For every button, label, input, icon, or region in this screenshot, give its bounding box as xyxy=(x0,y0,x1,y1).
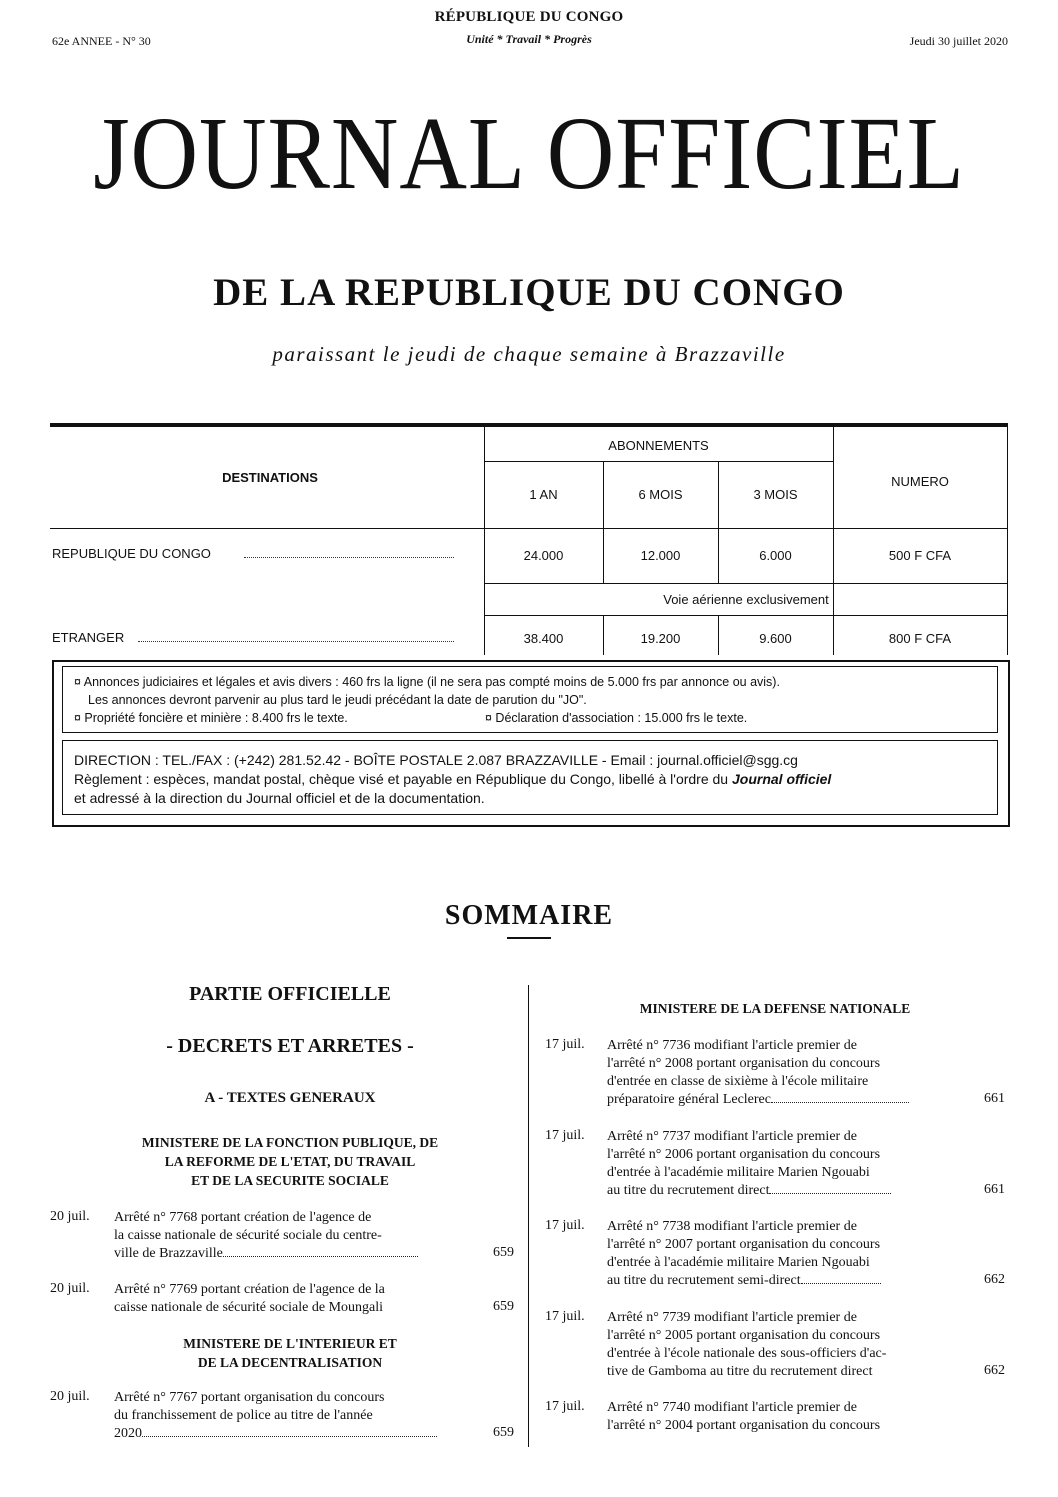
numero-etranger: 800 F CFA xyxy=(888,631,952,646)
entry-line: Arrêté n° 7768 portant création de l'agence de xyxy=(114,1210,372,1225)
rate-association: ¤ Déclaration d'association : 15.000 frs le texte. xyxy=(485,711,748,725)
column-divider xyxy=(528,985,529,1447)
republic-name: RÉPUBLIQUE DU CONGO xyxy=(434,9,624,25)
journal-officiel-emphasis: Journal officiel xyxy=(732,771,832,787)
entry-line: préparatoire général Leclerec xyxy=(607,1092,771,1107)
ministry-fonction-publique xyxy=(90,1133,490,1190)
rate-deadline: Les annonces devront parvenir au plus tard le jeudi précédant la date de parution du "JO". xyxy=(88,693,587,707)
payment-terms xyxy=(74,771,831,787)
numero-header: NUMERO xyxy=(891,474,949,489)
entry-line: Arrêté n° 7769 portant création de l'agence de la xyxy=(114,1282,385,1297)
entry-line: d'entrée en classe de sixième à l'école militaire xyxy=(607,1074,869,1089)
entry-line: l'arrêté n° 2008 portant organisation du concours xyxy=(607,1056,881,1071)
partie-officielle: PARTIE OFFICIELLE xyxy=(189,983,391,1005)
entry-7767[interactable] xyxy=(114,1389,454,1443)
entry-date: 17 juil. xyxy=(545,1218,585,1233)
entry-7738[interactable] xyxy=(607,1218,952,1290)
entry-7736[interactable] xyxy=(607,1037,952,1109)
entry-7737[interactable] xyxy=(607,1128,952,1200)
national-motto: Unité * Travail * Progrès xyxy=(466,32,592,46)
ministry-line: MINISTERE DE LA FONCTION PUBLIQUE, DE xyxy=(141,1135,439,1150)
entry-line: l'arrêté n° 2007 portant organisation du concours xyxy=(607,1237,881,1252)
entry-line: l'arrêté n° 2005 portant organisation du concours xyxy=(607,1328,881,1343)
textes-generaux: A - TEXTES GENERAUX xyxy=(204,1090,376,1106)
page-number: 661 xyxy=(984,1182,1005,1197)
entry-line: ville de Brazzaville xyxy=(114,1246,223,1261)
entry-line: la caisse nationale de sécurité sociale du centre- xyxy=(114,1228,382,1243)
entry-line: d'entrée à l'académie militaire Marien Ngouabi xyxy=(607,1255,870,1270)
entry-line: Arrêté n° 7737 modifiant l'article premier de xyxy=(607,1129,857,1144)
period-6mois: 6 MOIS xyxy=(638,487,683,502)
entry-date: 17 juil. xyxy=(545,1128,585,1143)
abonnements-header: ABONNEMENTS xyxy=(608,438,709,453)
decrets-arretes: - DECRETS ET ARRETES - xyxy=(166,1035,414,1057)
rate-propriete: ¤ Propriété foncière et minière : 8.400 frs le texte. xyxy=(74,711,348,725)
entry-line: du franchissement de police au titre de l'année xyxy=(114,1408,373,1423)
entry-date: 17 juil. xyxy=(545,1309,585,1324)
journal-tagline: paraissant le jeudi de chaque semaine à Brazzaville xyxy=(272,342,786,366)
price-congo-6mois: 12.000 xyxy=(640,548,681,563)
rate-annonces: ¤ Annonces judiciaires et légales et avis divers : 460 frs la ligne (il ne sera pas compté moins de 5.000 frs par annonce ou avis). xyxy=(74,675,780,689)
price-etranger-6mois: 19.200 xyxy=(640,631,681,646)
destination-etranger: ETRANGER xyxy=(52,630,125,645)
payment-address: et adressé à la direction du Journal officiel et de la documentation. xyxy=(74,790,485,806)
ministry-line: MINISTERE DE L'INTERIEUR ET xyxy=(183,1336,397,1351)
page-number: 659 xyxy=(493,1245,514,1260)
entry-date: 17 juil. xyxy=(545,1037,585,1052)
ministry-defense: MINISTERE DE LA DEFENSE NATIONALE xyxy=(639,1001,911,1016)
entry-7769[interactable] xyxy=(114,1281,454,1317)
entry-line: d'entrée à l'académie militaire Marien Ngouabi xyxy=(607,1165,870,1180)
page-number: 659 xyxy=(493,1425,514,1440)
ministry-interieur xyxy=(90,1334,490,1372)
ministry-line: ET DE LA SECURITE SOCIALE xyxy=(191,1173,389,1188)
payment-terms-text: Règlement : espèces, mandat postal, chèque visé et payable en République du Congo, libellé à l'ordre du xyxy=(74,771,732,787)
table-top-rule xyxy=(50,423,1008,427)
entry-line: Arrêté n° 7740 modifiant l'article premier de xyxy=(607,1400,857,1415)
journal-subtitle: DE LA REPUBLIQUE DU CONGO xyxy=(213,271,845,314)
page-number: 662 xyxy=(984,1363,1005,1378)
sommaire-rule xyxy=(507,937,551,939)
destinations-header: DESTINATIONS xyxy=(222,470,318,485)
period-3mois: 3 MOIS xyxy=(753,487,798,502)
entry-line: Arrêté n° 7738 modifiant l'article premier de xyxy=(607,1219,857,1234)
sommaire-title: SOMMAIRE xyxy=(444,900,614,931)
price-congo-3mois: 6.000 xyxy=(759,548,792,563)
air-mail-note: Voie aérienne exclusivement xyxy=(663,592,829,607)
entry-date: 20 juil. xyxy=(50,1389,90,1404)
price-etranger-3mois: 9.600 xyxy=(759,631,792,646)
entry-7739[interactable] xyxy=(607,1309,952,1381)
page-number: 659 xyxy=(493,1299,514,1314)
entry-line: au titre du recrutement semi-direct xyxy=(607,1273,801,1288)
numero-congo: 500 F CFA xyxy=(888,548,952,563)
journal-title: JOURNAL OFFICIEL xyxy=(93,96,965,211)
issue-date: Jeudi 30 juillet 2020 xyxy=(909,34,1008,48)
entry-line: l'arrêté n° 2006 portant organisation du concours xyxy=(607,1147,881,1162)
entry-line: caisse nationale de sécurité sociale de Moungali xyxy=(114,1300,384,1315)
destination-congo: REPUBLIQUE DU CONGO xyxy=(52,546,211,561)
entry-line: tive de Gamboma au titre du recrutement direct xyxy=(607,1364,873,1379)
page-number: 661 xyxy=(984,1091,1005,1106)
entry-line: Arrêté n° 7739 modifiant l'article premier de xyxy=(607,1310,857,1325)
entry-line: d'entrée à l'école nationale des sous-officiers d'ac- xyxy=(607,1346,887,1361)
entry-date: 20 juil. xyxy=(50,1281,90,1296)
period-1an: 1 AN xyxy=(529,487,558,502)
page-number: 662 xyxy=(984,1272,1005,1287)
entry-7768[interactable] xyxy=(114,1209,454,1263)
entry-7740[interactable] xyxy=(607,1399,952,1435)
entry-line: au titre du recrutement direct xyxy=(607,1183,770,1198)
entry-line: l'arrêté n° 2004 portant organisation du concours xyxy=(607,1418,881,1433)
ministry-line: LA REFORME DE L'ETAT, DU TRAVAIL xyxy=(164,1154,416,1169)
entry-date: 17 juil. xyxy=(545,1399,585,1414)
entry-date: 20 juil. xyxy=(50,1209,90,1224)
entry-line: 2020 xyxy=(114,1426,142,1441)
price-congo-1an: 24.000 xyxy=(523,548,564,563)
ministry-line: DE LA DECENTRALISATION xyxy=(197,1355,383,1370)
price-etranger-1an: 38.400 xyxy=(523,631,564,646)
direction-contact: DIRECTION : TEL./FAX : (+242) 281.52.42 - BOÎTE POSTALE 2.087 BRAZZAVILLE - Email : journal.officiel@sgg.cg xyxy=(74,752,798,768)
issue-number: 62e ANNEE - N° 30 xyxy=(52,34,151,48)
entry-line: Arrêté n° 7767 portant organisation du concours xyxy=(114,1390,385,1405)
entry-line: Arrêté n° 7736 modifiant l'article premier de xyxy=(607,1038,857,1053)
